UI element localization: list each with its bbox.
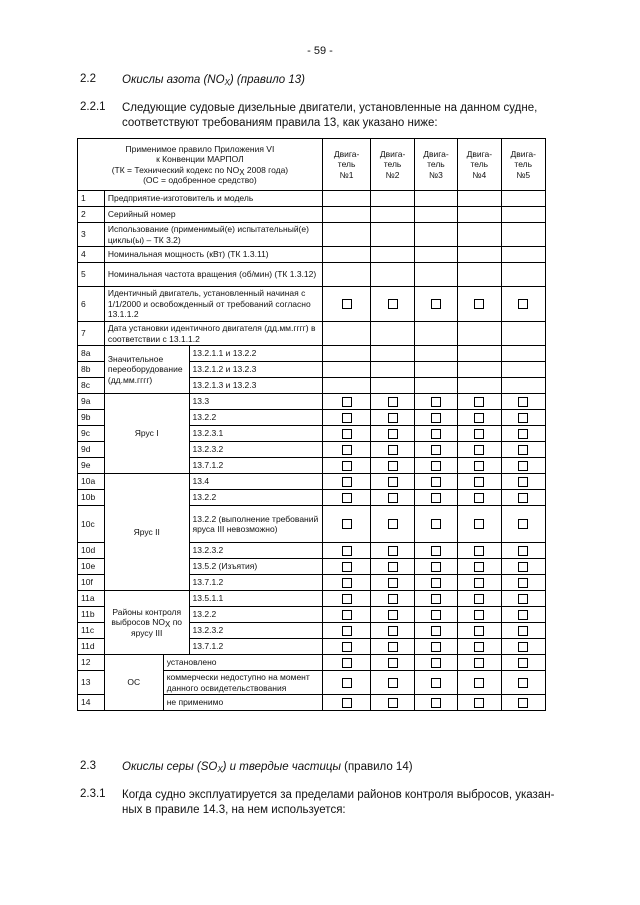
section-2-3-title: Окислы серы $(SO_X)$ и твердые частицы (правило 14) [122,761,413,774]
table-row [78,322,546,346]
cell[interactable] [414,362,457,378]
checkbox[interactable] [518,562,528,572]
cell[interactable] [322,207,371,223]
row-number: 9c [78,426,105,442]
row-number: 6 [78,287,105,322]
checkbox[interactable] [388,477,398,487]
table-row [78,655,546,671]
checkbox[interactable] [474,546,484,556]
cell[interactable] [414,247,457,263]
checkbox[interactable] [518,299,528,309]
checkbox[interactable] [518,610,528,620]
checkbox[interactable] [342,445,352,455]
checkbox[interactable] [431,642,441,652]
checkbox[interactable] [388,642,398,652]
row-number: 9d [78,442,105,458]
checkbox[interactable] [474,610,484,620]
cell[interactable] [501,263,546,287]
row-label: 13.4 [189,474,322,490]
checkbox[interactable] [474,413,484,423]
checkbox[interactable] [518,626,528,636]
checkbox[interactable] [518,642,528,652]
checkbox[interactable] [342,413,352,423]
row-label: Номинальная мощность (кВт) (ТК 1.3.11) [104,247,322,263]
checkbox[interactable] [388,610,398,620]
group-label-tier-2: Ярус II [104,474,189,591]
checkbox[interactable] [518,698,528,708]
cell[interactable] [371,346,414,362]
section-2-2-1-number: 2.2.1 [80,101,106,113]
header-engine-3: Двига- тель №3 [414,139,457,191]
row-number: 11a [78,591,105,607]
checkbox[interactable] [342,610,352,620]
row-label: 13.5.2 (Изъятия) [189,559,322,575]
row-label: 13.7.1.2 [189,458,322,474]
cell[interactable] [458,223,501,247]
section-2-2-number: 2.2 [80,73,96,85]
checkbox[interactable] [342,397,352,407]
checkbox[interactable] [342,299,352,309]
checkbox[interactable] [518,461,528,471]
row-number: 12 [78,655,105,671]
checkbox[interactable] [518,397,528,407]
checkbox[interactable] [388,562,398,572]
header-engine-2: Двига- тель №2 [371,139,414,191]
checkbox[interactable] [474,445,484,455]
cell[interactable] [322,247,371,263]
section-2-2-1-text: Следующие судовые дизельные двигатели, установленные на данном судне, соответствуют требованиям правила 13, как указано ниже: [122,102,538,129]
checkbox[interactable] [342,477,352,487]
cell[interactable] [458,207,501,223]
row-label: 13.2.1.3 и 13.2.3 [189,378,322,394]
checkbox[interactable] [431,429,441,439]
checkbox[interactable] [518,413,528,423]
nox-engines-table [77,138,546,711]
cell[interactable] [414,378,457,394]
checkbox[interactable] [388,658,398,668]
cell[interactable] [371,322,414,346]
checkbox[interactable] [431,678,441,688]
row-number: 14 [78,695,105,711]
cell[interactable] [414,322,457,346]
checkbox[interactable] [474,578,484,588]
row-label: Идентичный двигатель, установленный начиная с 1/1/2000 и освобожденный от требований согласно 13.1.1.2 [104,287,322,322]
row-number: 11d [78,639,105,655]
checkbox[interactable] [342,678,352,688]
row-label: Дата установки идентичного двигателя (дд.мм.гггг) в соответствии с 13.1.1.2 [104,322,322,346]
cell[interactable] [371,362,414,378]
checkbox[interactable] [388,493,398,503]
cell[interactable] [414,191,457,207]
section-2-3-1-text: Когда судно эксплуатируется за пределами районов контроля выбросов, указан- ных в правиле 14.3, на нем используется: [122,789,555,816]
checkbox[interactable] [518,445,528,455]
checkbox[interactable] [388,698,398,708]
table-row [78,263,546,287]
row-number: 7 [78,322,105,346]
cell[interactable] [458,191,501,207]
checkbox[interactable] [431,397,441,407]
row-number: 9e [78,458,105,474]
checkbox[interactable] [342,546,352,556]
checkbox[interactable] [474,562,484,572]
checkbox[interactable] [342,493,352,503]
row-label: не применимо [163,695,322,711]
row-number: 1 [78,191,105,207]
checkbox[interactable] [342,594,352,604]
group-label-approved-method: ОС [104,655,163,711]
checkbox[interactable] [388,678,398,688]
row-label: 13.5.1.1 [189,591,322,607]
cell[interactable] [414,223,457,247]
checkbox[interactable] [388,594,398,604]
row-number: 5 [78,263,105,287]
row-number: 10b [78,490,105,506]
row-label: 13.2.1.1 и 13.2.2 [189,346,322,362]
cell[interactable] [322,191,371,207]
checkbox[interactable] [431,519,441,529]
checkbox[interactable] [518,678,528,688]
row-label: 13.3 [189,394,322,410]
row-label: 13.2.1.2 и 13.2.3 [189,362,322,378]
checkbox[interactable] [518,429,528,439]
row-number: 10d [78,543,105,559]
group-label-tier-1: Ярус I [104,394,189,474]
checkbox[interactable] [518,578,528,588]
checkbox[interactable] [388,546,398,556]
checkbox[interactable] [431,461,441,471]
checkbox[interactable] [474,397,484,407]
group-label-tier-3: Районы контроля выбросов $NO_X$ по ярусу III [104,591,189,655]
cell[interactable] [458,263,501,287]
checkbox[interactable] [431,594,441,604]
checkbox[interactable] [388,445,398,455]
checkbox[interactable] [342,519,352,529]
cell[interactable] [414,207,457,223]
table-row [78,591,546,607]
checkbox[interactable] [431,445,441,455]
cell[interactable] [322,346,371,362]
row-number: 9b [78,410,105,426]
row-number: 11b [78,607,105,623]
checkbox[interactable] [431,413,441,423]
cell[interactable] [501,247,546,263]
row-label: Серийный номер [104,207,322,223]
table-row [78,223,546,247]
checkbox[interactable] [474,658,484,668]
page-number: - 59 - [307,45,333,57]
checkbox[interactable] [431,578,441,588]
checkbox[interactable] [342,642,352,652]
checkbox[interactable] [431,562,441,572]
checkbox[interactable] [518,493,528,503]
header-engine-1: Двига- тель №1 [322,139,371,191]
checkbox[interactable] [342,578,352,588]
row-label: 13.2.2 (выполнение требований яруса III невозможно) [189,506,322,543]
checkbox[interactable] [474,678,484,688]
checkbox[interactable] [431,477,441,487]
table-row [78,287,546,322]
section-2-2-title: Окислы азота $(NO_X)$ (правило 13) [122,74,305,87]
row-label: 13.2.2 [189,607,322,623]
checkbox[interactable] [431,299,441,309]
table-row [78,394,546,410]
cell[interactable] [371,378,414,394]
row-number: 11c [78,623,105,639]
group-label-major-conversion: Значительное переоборудование (дд.мм.гггг) [104,346,189,394]
row-label: 13.2.3.2 [189,623,322,639]
checkbox[interactable] [431,658,441,668]
cell[interactable] [371,207,414,223]
table-row [78,191,546,207]
cell[interactable] [371,223,414,247]
row-label: 13.2.2 [189,490,322,506]
cell[interactable] [501,322,546,346]
checkbox[interactable] [342,461,352,471]
row-label: 13.2.3.1 [189,426,322,442]
row-label: 13.2.3.2 [189,543,322,559]
checkbox[interactable] [474,299,484,309]
checkbox[interactable] [431,698,441,708]
table-row [78,346,546,362]
row-label: Использование (применимый(е) испытательный(е) циклы(ы) – ТК 3.2) [104,223,322,247]
row-label: 13.2.2 [189,410,322,426]
row-number: 10c [78,506,105,543]
row-number: 4 [78,247,105,263]
cell[interactable] [322,322,371,346]
table-row [78,474,546,490]
row-label: коммерчески недоступно на момент данного освидетельствования [163,671,322,695]
row-number: 2 [78,207,105,223]
cell[interactable] [501,223,546,247]
row-number: 8c [78,378,105,394]
checkbox[interactable] [342,429,352,439]
row-label: Предприятие-изготовитель и модель [104,191,322,207]
row-number: 13 [78,671,105,695]
checkbox[interactable] [342,626,352,636]
checkbox[interactable] [431,610,441,620]
checkbox[interactable] [388,413,398,423]
checkbox[interactable] [474,519,484,529]
checkbox[interactable] [474,477,484,487]
cell[interactable] [322,263,371,287]
row-number: 3 [78,223,105,247]
cell[interactable] [458,322,501,346]
checkbox[interactable] [518,519,528,529]
checkbox[interactable] [342,698,352,708]
row-number: 10e [78,559,105,575]
cell[interactable] [414,346,457,362]
row-label: 13.7.1.2 [189,575,322,591]
row-number: 10f [78,575,105,591]
row-label: 13.2.3.2 [189,442,322,458]
cell[interactable] [322,378,371,394]
header-engine-5: Двига- тель №5 [501,139,546,191]
cell[interactable] [322,362,371,378]
row-number: 9a [78,394,105,410]
row-label: установлено [163,655,322,671]
row-number: 8b [78,362,105,378]
cell[interactable] [501,191,546,207]
checkbox[interactable] [474,493,484,503]
cell[interactable] [501,207,546,223]
checkbox[interactable] [388,397,398,407]
checkbox[interactable] [518,477,528,487]
row-label: Номинальная частота вращения (об/мин) (ТК 1.3.12) [104,263,322,287]
cell[interactable] [322,223,371,247]
cell[interactable] [458,346,501,362]
checkbox[interactable] [342,658,352,668]
cell[interactable] [371,247,414,263]
header-engine-4: Двига- тель №4 [458,139,501,191]
section-2-3-number: 2.3 [80,760,96,772]
checkbox[interactable] [518,546,528,556]
cell[interactable] [414,263,457,287]
checkbox[interactable] [388,578,398,588]
checkbox[interactable] [431,546,441,556]
checkbox[interactable] [388,626,398,636]
table-header-row [78,139,546,191]
checkbox[interactable] [474,698,484,708]
checkbox[interactable] [388,429,398,439]
checkbox[interactable] [431,493,441,503]
checkbox[interactable] [431,626,441,636]
checkbox[interactable] [474,594,484,604]
checkbox[interactable] [388,519,398,529]
row-label: 13.7.1.2 [189,639,322,655]
row-number: 8a [78,346,105,362]
cell[interactable] [501,378,546,394]
checkbox[interactable] [518,658,528,668]
cell[interactable] [371,263,414,287]
checkbox[interactable] [388,299,398,309]
cell[interactable] [371,191,414,207]
checkbox[interactable] [474,626,484,636]
cell[interactable] [458,247,501,263]
row-number: 10a [78,474,105,490]
table-row [78,247,546,263]
cell[interactable] [458,362,501,378]
checkbox[interactable] [474,461,484,471]
section-2-3-1-number: 2.3.1 [80,788,106,800]
checkbox[interactable] [518,594,528,604]
cell[interactable] [501,346,546,362]
checkbox[interactable] [474,429,484,439]
header-applicable-regulation: Применимое правило Приложения VI к Конвенции МАРПОЛ (ТК = Технический кодекс по $NO_X$ 2008 года) (ОС = одобренное средство) [78,139,323,191]
cell[interactable] [458,378,501,394]
table-row [78,207,546,223]
checkbox[interactable] [388,461,398,471]
cell[interactable] [501,362,546,378]
checkbox[interactable] [474,642,484,652]
checkbox[interactable] [342,562,352,572]
